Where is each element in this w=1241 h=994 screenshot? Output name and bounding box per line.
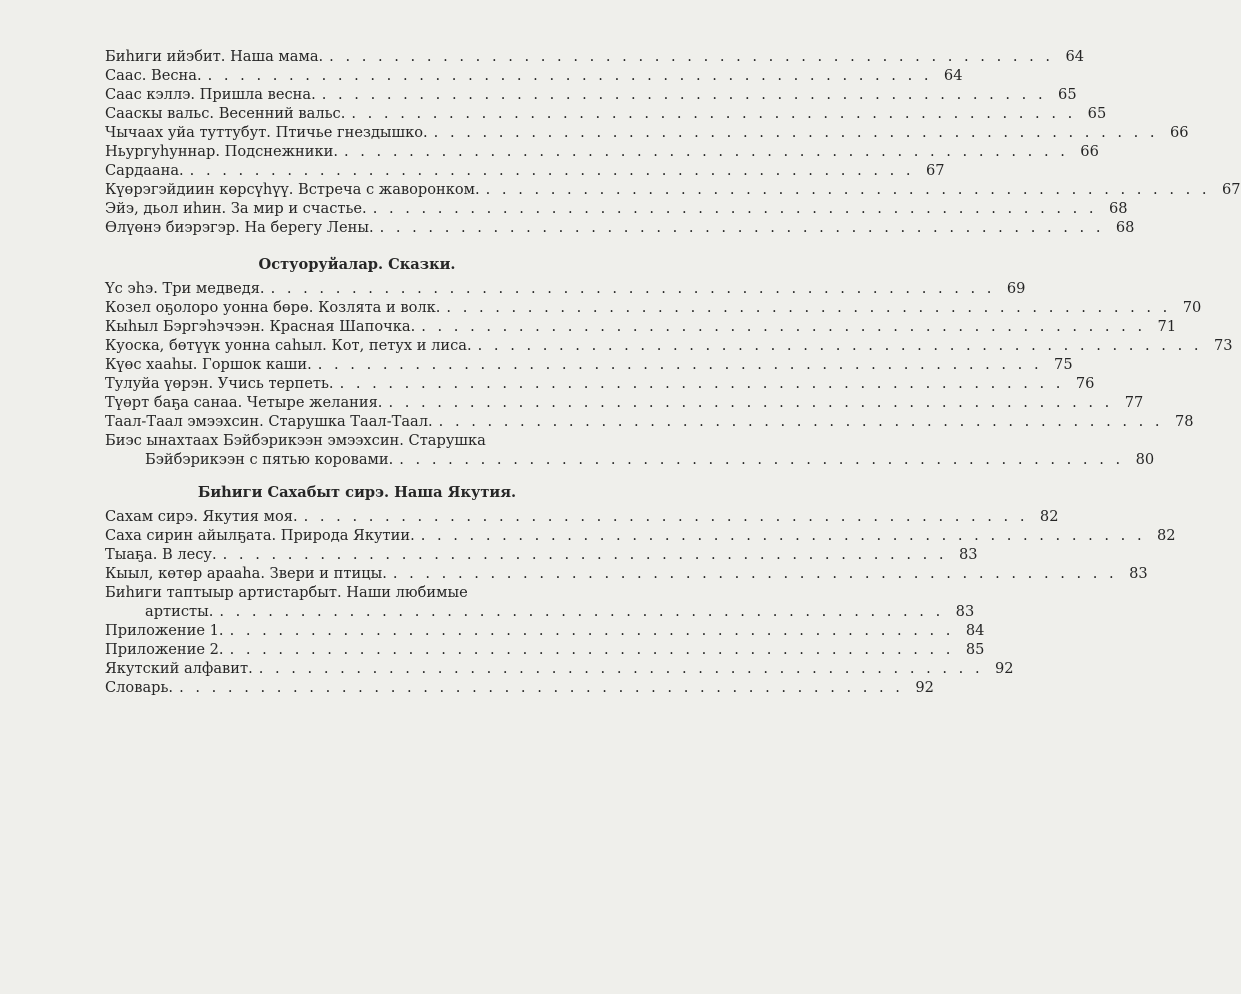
toc-entry[interactable]: [105, 393, 1144, 412]
leader-dots: [265, 279, 992, 298]
leader-dots: [472, 336, 1199, 355]
leader-dots: [253, 659, 980, 678]
entry-title: Өлүөнэ биэрэгэр. На берегу Лены.: [105, 219, 374, 236]
dot-leader: [173, 678, 900, 697]
leader-dots: [298, 507, 1025, 526]
page-number: 76: [1075, 375, 1095, 392]
entry-title: Биһиги таптыыр артистарбыт. Наши любимые: [105, 584, 468, 601]
entry-title: Бэйбэрикээн с пятью коровами.: [145, 451, 394, 468]
leader-dots: [334, 374, 1061, 393]
leader-dots: [415, 317, 1142, 336]
page-number: 64: [1065, 48, 1085, 65]
page-number: 92: [995, 660, 1014, 677]
toc-entry[interactable]: [105, 336, 1233, 355]
toc-entry[interactable]: [105, 564, 1148, 583]
dot-leader: [316, 85, 1043, 104]
leader-dots: [367, 199, 1094, 218]
toc-entry[interactable]: [105, 142, 1099, 161]
dot-leader: [480, 180, 1207, 199]
leader-dots: [323, 47, 1050, 66]
entry-title: Куоска, бөтүүк уонна саһыл. Кот, петух и лиса.: [105, 337, 472, 354]
toc-entry[interactable]: [105, 123, 1189, 142]
entry-title: Ньургуһуннар. Подснежники.: [105, 143, 338, 160]
toc-entry[interactable]: [105, 199, 1128, 218]
dot-leader: [224, 621, 951, 640]
entry-title: Кыһыл Бэргэһэчээн. Красная Шапочка.: [105, 318, 416, 335]
leader-dots: [224, 621, 951, 640]
page-number: 75: [1054, 356, 1073, 373]
toc-entry[interactable]: [105, 355, 1073, 374]
entry-title: Тыаҕа. В лесу.: [105, 546, 217, 563]
page-number: 85: [965, 641, 985, 658]
entry-title: Күөс хааһы. Горшок каши.: [105, 356, 312, 373]
dot-leader: [184, 161, 911, 180]
page-number: 80: [1135, 451, 1155, 468]
page-number: 67: [1221, 181, 1241, 198]
toc-entry[interactable]: [105, 317, 1177, 336]
section-heading: Биһиги Сахабыт сирэ. Наша Якутия.: [197, 484, 517, 501]
leader-dots: [173, 678, 900, 697]
dot-leader: [338, 142, 1065, 161]
entry-title: Саха сирин айылҕата. Природа Якутии.: [105, 527, 415, 544]
entry-title: Биһиги ийэбит. Наша мама.: [105, 48, 324, 65]
toc-entry[interactable]: [105, 678, 934, 697]
entry-title: Эйэ, дьол иһин. За мир и счастье.: [105, 200, 367, 217]
toc-entry[interactable]: [105, 218, 1135, 237]
toc-entry[interactable]: [105, 526, 1176, 545]
dot-leader: [202, 66, 929, 85]
table-of-contents: [105, 47, 1241, 697]
page-number: 66: [1080, 143, 1099, 160]
dot-leader: [312, 355, 1039, 374]
entry-title: Словарь.: [105, 679, 174, 696]
dot-leader: [367, 199, 1094, 218]
leader-dots: [382, 393, 1109, 412]
toc-entry[interactable]: [105, 640, 985, 659]
toc-entry[interactable]: [105, 450, 1155, 469]
dot-leader: [387, 564, 1114, 583]
toc-entry[interactable]: [105, 161, 945, 180]
leader-dots: [217, 545, 944, 564]
leader-dots: [480, 180, 1207, 199]
leader-dots: [345, 104, 1072, 123]
toc-entry[interactable]: [105, 85, 1077, 104]
leader-dots: [374, 218, 1101, 237]
entry-title: Биэс ынахтаах Бэйбэрикээн эмээхсин. Старушка: [105, 432, 486, 449]
entry-title: артисты.: [145, 603, 214, 620]
page-number: 92: [915, 679, 934, 696]
page-number: 82: [1039, 508, 1059, 525]
toc-entry[interactable]: [105, 507, 1059, 526]
leader-dots: [224, 640, 951, 659]
leader-dots: [440, 298, 1167, 317]
page-number: 77: [1124, 394, 1144, 411]
entry-title: Таал-Таал эмээхсин. Старушка Таал-Таал.: [105, 413, 433, 430]
dot-leader: [345, 104, 1072, 123]
entry-title: Тулуйа үөрэн. Учись терпеть.: [105, 375, 334, 392]
leader-dots: [202, 66, 929, 85]
toc-entry[interactable]: [105, 279, 1026, 298]
page-number: 71: [1157, 318, 1177, 335]
dot-leader: [298, 507, 1025, 526]
page-number: 64: [943, 67, 963, 84]
toc-entry[interactable]: [105, 298, 1202, 317]
dot-leader: [323, 47, 1050, 66]
entry-title: Саас кэллэ. Пришла весна.: [105, 86, 316, 103]
entry-title: Саас. Весна.: [105, 67, 202, 84]
dot-leader: [374, 218, 1101, 237]
toc-section: [105, 47, 1241, 237]
leader-dots: [393, 450, 1120, 469]
entry-title: Үс эһэ. Три медведя.: [105, 280, 265, 297]
dot-leader: [253, 659, 980, 678]
entry-title: Кыыл, көтөр арааһа. Звери и птицы.: [105, 565, 387, 582]
page-number: 66: [1169, 124, 1189, 141]
toc-section: [105, 255, 1233, 469]
dot-leader: [217, 545, 944, 564]
page-number: 73: [1213, 337, 1233, 354]
leader-dots: [338, 142, 1065, 161]
leader-dots: [312, 355, 1039, 374]
dot-leader: [213, 602, 940, 621]
toc-entry[interactable]: [105, 180, 1241, 199]
toc-entry[interactable]: [105, 583, 609, 602]
page-number: 65: [1058, 86, 1077, 103]
page-number: 68: [1108, 200, 1128, 217]
dot-leader: [265, 279, 992, 298]
toc-entry[interactable]: [105, 602, 975, 621]
toc-entry[interactable]: [105, 104, 1107, 123]
toc-entry[interactable]: [105, 374, 1095, 393]
entry-title: Сахам сирэ. Якутия моя.: [105, 508, 298, 525]
page-number: 83: [958, 546, 978, 563]
page-number: 67: [925, 162, 945, 179]
section-heading: Остуоруйалар. Сказки.: [258, 256, 456, 273]
toc-entry[interactable]: [105, 412, 1194, 431]
leader-dots: [428, 123, 1155, 142]
dot-leader: [440, 298, 1167, 317]
entry-title: Сааскы вальс. Весенний вальс.: [105, 105, 346, 122]
page-number: 83: [955, 603, 975, 620]
dot-leader: [428, 123, 1155, 142]
entry-title: Сардаана.: [105, 162, 184, 179]
page-number: 70: [1182, 299, 1202, 316]
leader-dots: [415, 526, 1142, 545]
page-number: 65: [1087, 105, 1107, 122]
toc-section: [105, 483, 1176, 697]
entry-title: Түөрт баҕа санаа. Четыре желания.: [105, 394, 383, 411]
entry-title: Күөрэгэйдиин көрсүһүү. Встреча с жаворонком.: [105, 181, 480, 198]
entry-title: Приложение 1.: [105, 622, 224, 639]
dot-leader: [393, 450, 1120, 469]
toc-entry[interactable]: [105, 545, 978, 564]
dot-leader: [472, 336, 1199, 355]
dot-leader: [433, 412, 1160, 431]
page-number: 83: [1129, 565, 1148, 582]
leader-dots: [316, 85, 1043, 104]
dot-leader: [334, 374, 1061, 393]
entry-title: Чычаах уйа туттубут. Птичье гнездышко.: [105, 124, 428, 141]
page-number: 68: [1115, 219, 1135, 236]
page-number: 82: [1157, 527, 1176, 544]
leader-dots: [213, 602, 940, 621]
leader-dots: [387, 564, 1114, 583]
toc-entry[interactable]: [105, 66, 963, 85]
page-number: 69: [1006, 280, 1026, 297]
toc-entry[interactable]: [105, 621, 985, 640]
page-number: 78: [1174, 413, 1194, 430]
dot-leader: [415, 317, 1142, 336]
dot-leader: [382, 393, 1109, 412]
toc-entry[interactable]: [105, 431, 609, 450]
dot-leader: [224, 640, 951, 659]
page-number: 84: [965, 622, 985, 639]
toc-entry[interactable]: [105, 659, 1014, 678]
leader-dots: [433, 412, 1160, 431]
toc-entry[interactable]: [105, 47, 1085, 66]
entry-title: Козел оҕолоро уонна бөрө. Козлята и волк.: [105, 299, 441, 316]
entry-title: Приложение 2.: [105, 641, 224, 658]
leader-dots: [184, 161, 911, 180]
dot-leader: [415, 526, 1142, 545]
entry-title: Якутский алфавит.: [105, 660, 253, 677]
